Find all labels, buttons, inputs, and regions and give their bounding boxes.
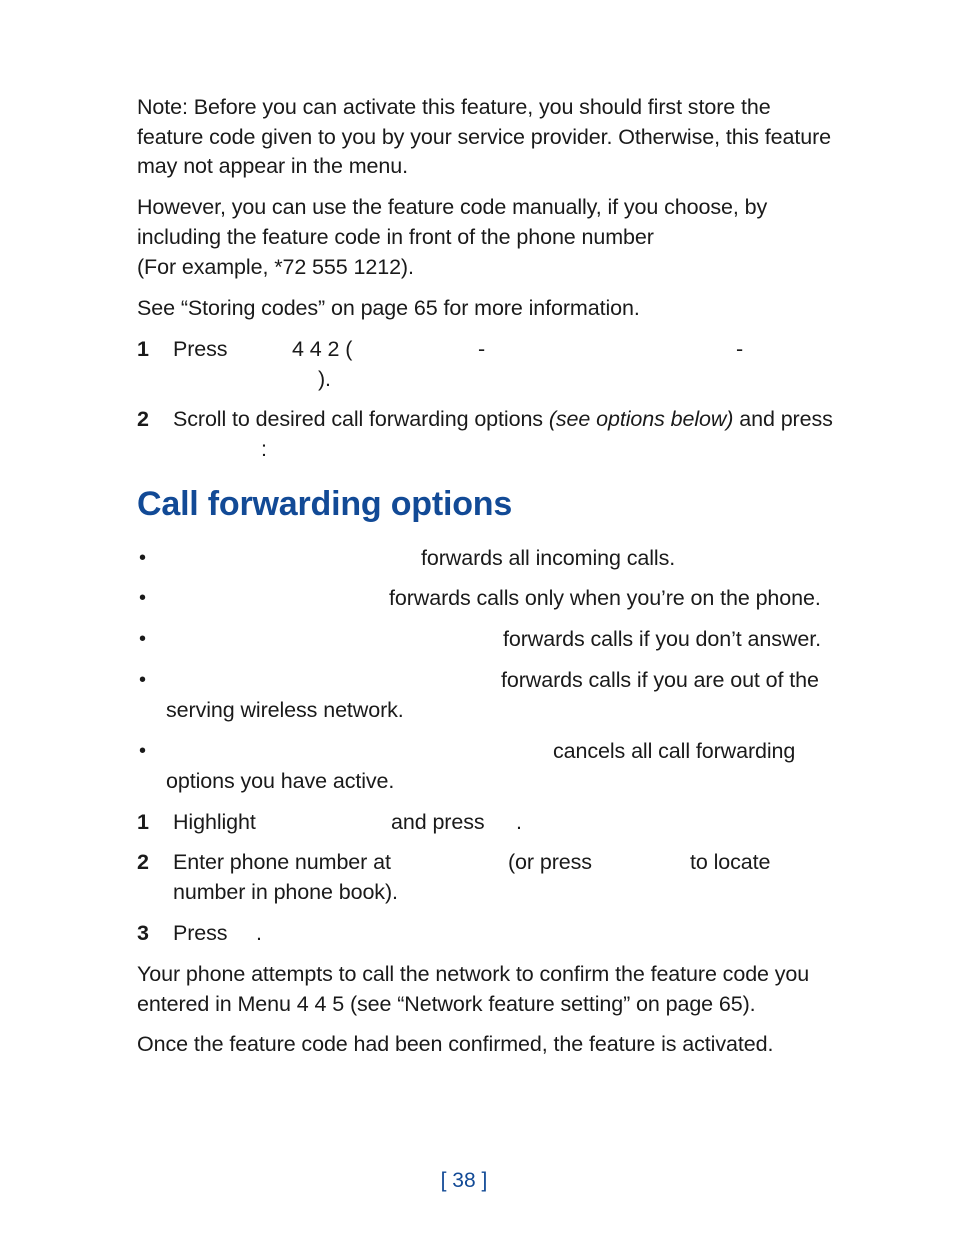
confirm-line-2: entered in Menu 4 4 5 (see “Network feature setting” on page 65).: [137, 992, 756, 1016]
note-line-3: may not appear in the menu.: [137, 154, 408, 178]
bullet: •: [139, 587, 147, 609]
step-text: and press: [391, 810, 485, 834]
option-text: options you have active.: [166, 769, 395, 793]
step-number: 3: [137, 921, 149, 945]
option-text: forwards calls if you are out of the: [501, 668, 819, 692]
section-heading: Call forwarding options: [137, 485, 513, 523]
step-text: Press: [173, 921, 228, 945]
step-text: [173, 404, 833, 434]
step-text: ).: [318, 367, 331, 391]
confirm-line-1: Your phone attempts to call the network to confirm the feature code you: [137, 962, 810, 986]
step-text: :: [261, 437, 267, 461]
step-number: 1: [137, 810, 149, 834]
option-text: forwards all incoming calls.: [421, 546, 676, 570]
step-number: 2: [137, 850, 149, 874]
step-text: Press: [173, 337, 228, 361]
activated-text: Once the feature code had been confirmed, the feature is activated.: [137, 1032, 774, 1056]
option-text: forwards calls only when you’re on the phone.: [389, 586, 821, 610]
step-text: .: [256, 921, 262, 945]
step-text: .: [516, 810, 522, 834]
step-text: to locate: [690, 850, 771, 874]
page-number: [ 38 ]: [440, 1169, 488, 1192]
note-line-2: feature code given to you by your service provider. Otherwise, this feature: [137, 125, 832, 149]
manual-line-2: including the feature code in front of the phone number: [137, 225, 654, 249]
option-text: serving wireless network.: [166, 698, 404, 722]
step-text: number in phone book).: [173, 880, 398, 904]
step-text: Enter phone number at: [173, 850, 391, 874]
see-info-text: See “Storing codes” on page 65 for more information.: [137, 296, 640, 320]
step-text-part: and press: [733, 407, 833, 431]
bullet: •: [139, 628, 147, 650]
step-text: Highlight: [173, 810, 256, 834]
step-number: 1: [137, 337, 149, 361]
note-line-1: Note: Before you can activate this feature, you should first store the: [137, 95, 771, 119]
option-text: cancels all call forwarding: [553, 739, 796, 763]
step-text: 4 4 2 (: [292, 337, 353, 361]
option-text: forwards calls if you don’t answer.: [503, 627, 821, 651]
bullet: •: [139, 547, 147, 569]
manual-line-1: However, you can use the feature code manually, if you choose, by: [137, 195, 768, 219]
step-text: -: [478, 337, 486, 361]
step-text-italic: (see options below): [548, 407, 734, 431]
bullet: •: [139, 740, 147, 762]
step-number: 2: [137, 407, 149, 431]
step-text-part: Scroll to desired call forwarding options: [173, 407, 549, 431]
step-text: -: [736, 337, 744, 361]
step-text: (or press: [508, 850, 592, 874]
bullet: •: [139, 669, 147, 691]
manual-line-3: (For example, *72 555 1212).: [137, 255, 414, 279]
